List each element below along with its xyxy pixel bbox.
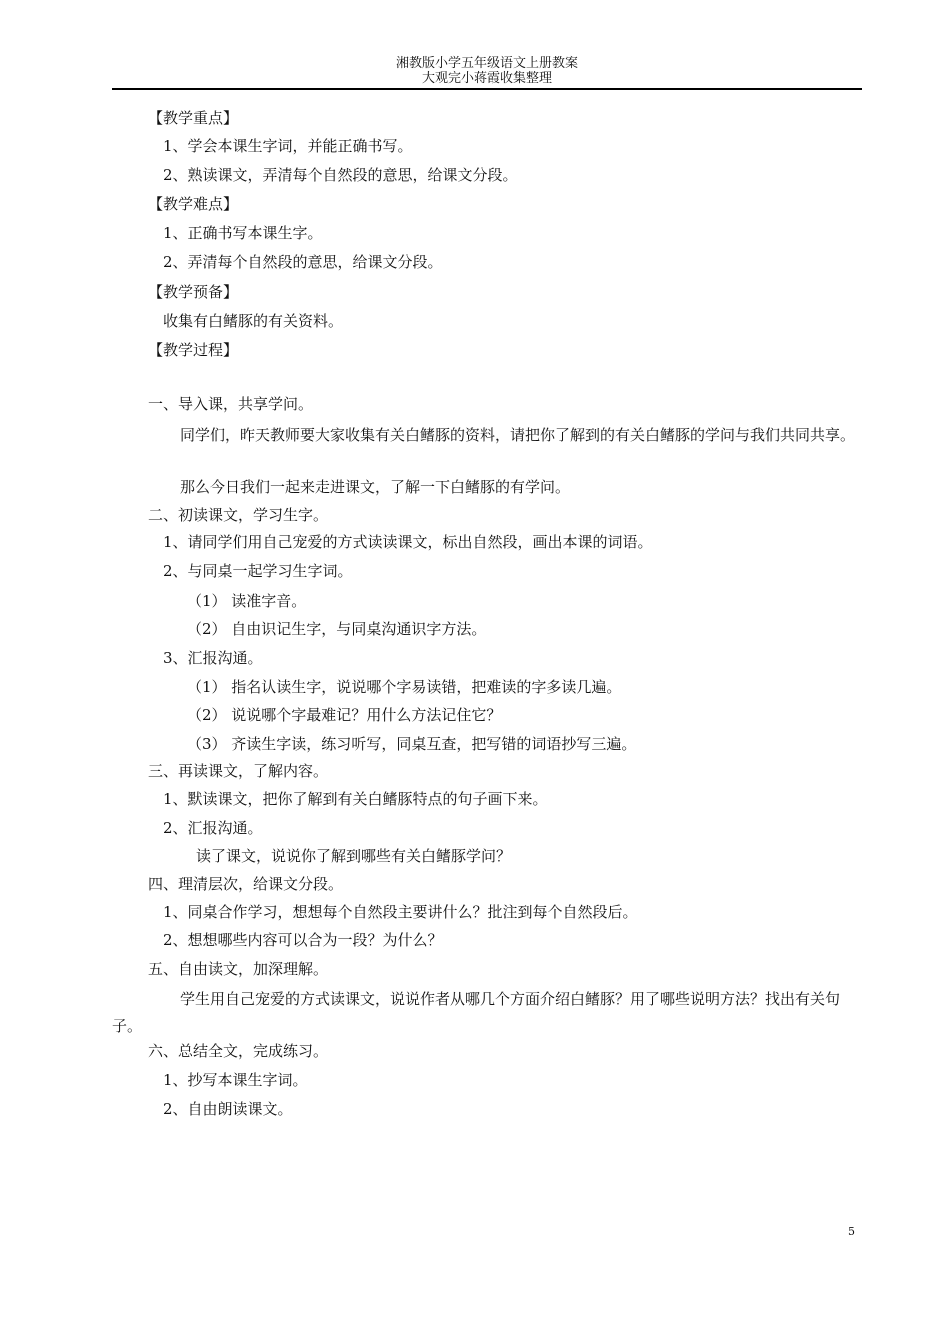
step-item: 2、与同桌一起学习生字词。 — [163, 562, 353, 580]
step-paragraph: 同学们，昨天教师要大家收集有关白鳍豚的资料，请把你了解到的有关白鳍豚的学问与我们共同共享。 — [180, 426, 856, 444]
step-subitem: （2） 自由识记生字，与同桌沟通识字方法。 — [187, 620, 487, 638]
header-subtitle: 大观完小蒋霞收集整理 — [421, 71, 552, 86]
step-question: 读了课文，说说你了解到哪些有关白鳍豚学问？ — [196, 847, 512, 865]
preparation-text: 收集有白鳍豚的有关资料。 — [163, 312, 344, 330]
step-subitem: （3） 齐读生字读，练习听写，同桌互查，把写错的词语抄写三遍。 — [187, 735, 637, 753]
step-item: 1、默读课文，把你了解到有关白鳍豚特点的句子画下来。 — [163, 790, 548, 808]
preparation-heading: 【教学预备】 — [148, 283, 239, 301]
step-item: 1、抄写本课生字词。 — [163, 1071, 308, 1089]
key-points-heading: 【教学重点】 — [148, 109, 239, 127]
header-divider — [112, 88, 862, 90]
difficulty-item: 1、正确书写本课生字。 — [163, 224, 323, 242]
step-title: 五、自由读文，加深理解。 — [148, 960, 329, 978]
step-title: 三、再读课文，了解内容。 — [148, 762, 329, 780]
key-point-item: 2、熟读课文，弄清每个自然段的意思，给课文分段。 — [163, 166, 518, 184]
step-subitem: （1） 读准字音。 — [187, 592, 307, 610]
difficulty-item: 2、弄清每个自然段的意思，给课文分段。 — [163, 253, 443, 271]
step-item: 1、同桌合作学习，想想每个自然段主要讲什么？批注到每个自然段后。 — [163, 903, 638, 921]
process-heading: 【教学过程】 — [148, 341, 239, 359]
step-item: 2、想想哪些内容可以合为一段？为什么？ — [163, 931, 443, 949]
step-item: 2、汇报沟通。 — [163, 819, 263, 837]
page-number: 5 — [848, 1225, 855, 1238]
header-title: 湘教版小学五年级语文上册教案 — [395, 56, 578, 71]
step-item: 2、自由朗读课文。 — [163, 1100, 293, 1118]
step-paragraph: 学生用自己宠爱的方式读课文，说说作者从哪几个方面介绍白鳍豚？用了哪些说明方法？找出有关句子。 — [112, 990, 841, 1035]
step-title: 六、总结全文，完成练习。 — [148, 1042, 329, 1060]
step-title: 一、导入课，共享学问。 — [148, 395, 314, 413]
difficulties-heading: 【教学难点】 — [148, 195, 239, 213]
step-item: 3、汇报沟通。 — [163, 649, 263, 667]
step-item: 1、请同学们用自己宠爱的方式读读课文，标出自然段，画出本课的词语。 — [163, 533, 653, 551]
step-title: 二、初读课文，学习生字。 — [148, 506, 329, 524]
key-point-item: 1、学会本课生字词，并能正确书写。 — [163, 137, 413, 155]
page-header — [112, 56, 862, 86]
step-subitem: （1） 指名认读生字，说说哪个字易读错，把难读的字多读几遍。 — [187, 678, 622, 696]
step-paragraph: 那么今日我们一起来走进课文，了解一下白鳍豚的有学问。 — [180, 478, 571, 496]
step-subitem: （2） 说说哪个字最难记？用什么方法记住它？ — [187, 706, 502, 724]
step-title: 四、理清层次，给课文分段。 — [148, 875, 344, 893]
